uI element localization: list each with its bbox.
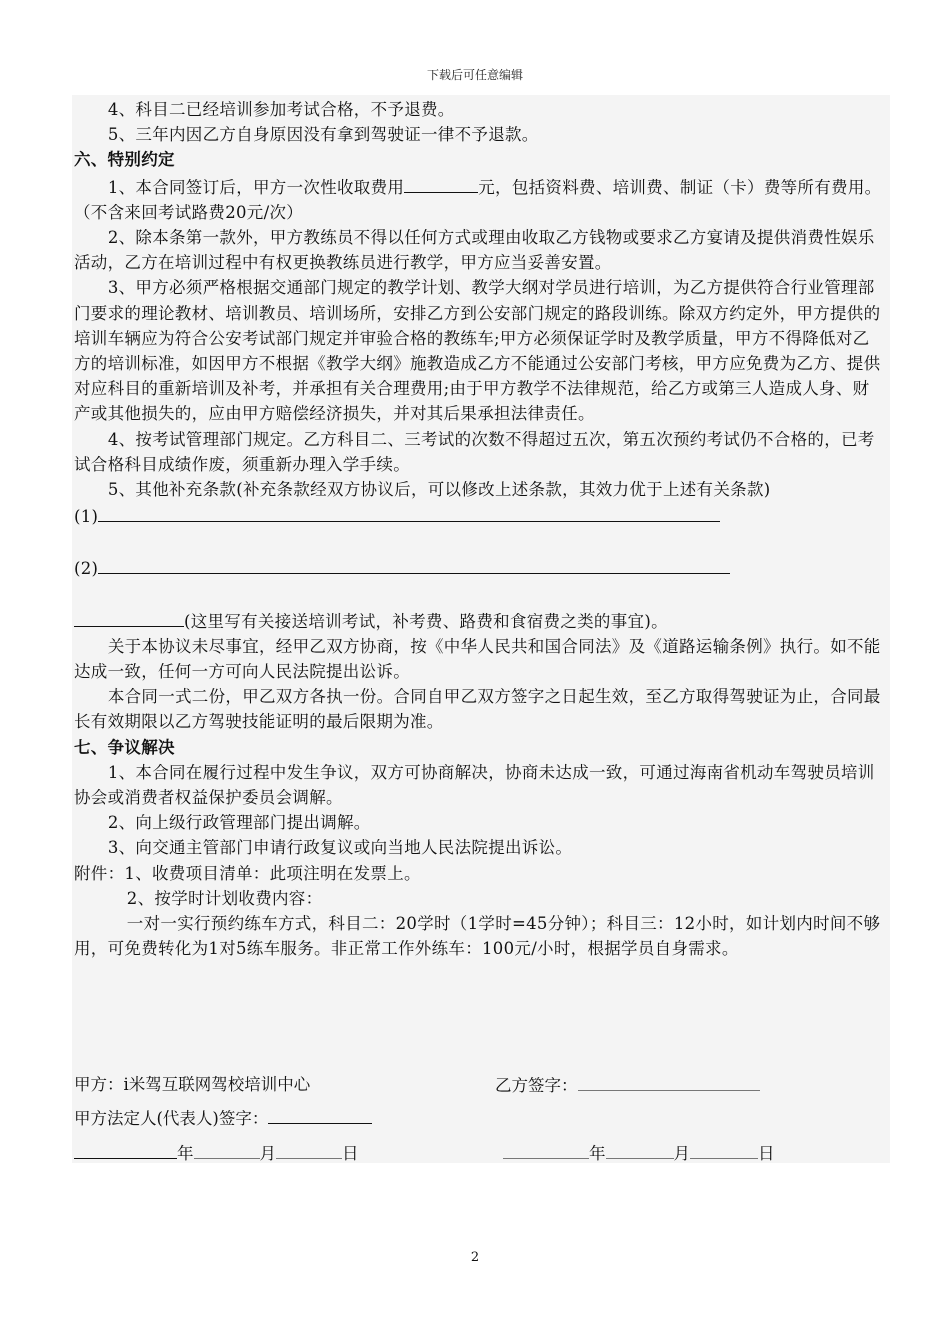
supplement-item-2 xyxy=(74,554,886,581)
party-b-signature xyxy=(495,1071,760,1096)
attachment-item-2: 2、按学时计划收费内容： xyxy=(126,888,323,908)
special-clause-1-end: 元，包括资料费、培训费、制证（卡）费等所有费用。（不含来回考试路费20元/次） xyxy=(74,177,882,222)
party-a-month-blank[interactable] xyxy=(194,1139,260,1159)
party-b-label: 乙方签字： xyxy=(495,1076,578,1095)
attachment-fee-details: 一对一实行预约练车方式，科目二：20学时（1学时=45分钟）；科目三：12小时，如计划内时间不够用，可免费转化为1对5练车服务。非正常工作外练车：100元/小时，根据学员自身需求。 xyxy=(74,914,881,959)
supplement-note-blank[interactable] xyxy=(74,607,184,627)
party-b-month-blank[interactable] xyxy=(606,1139,674,1159)
special-clause-4: 4、按考试管理部门规定。乙方科目二、三考试的次数不得超过五次，第五次预约考试仍不合格的，已考试合格科目成绩作废，须重新办理入学手续。 xyxy=(74,429,875,474)
page-header: 下载后可任意编辑 xyxy=(426,68,523,82)
party-a-year-blank[interactable] xyxy=(74,1139,177,1159)
special-clause-2: 2、除本条第一款外，甲方教练员不得以任何方式或理由收取乙方钱物或要求乙方宴请及提供消费性娱乐活动，乙方在培训过程中有权更换教练员进行教学，甲方应当妥善安置。 xyxy=(74,228,875,273)
legal-rep-signature-blank[interactable] xyxy=(268,1104,372,1124)
party-a-day-label: 日 xyxy=(342,1144,359,1163)
party-b-year-label: 年 xyxy=(589,1144,606,1163)
party-a-name: 甲方：i米驾互联网驾校培训中心 xyxy=(74,1075,311,1094)
contract-copies-clause: 本合同一式二份，甲乙双方各执一份。合同自甲乙双方签字之日起生效，至乙方取得驾驶证为止，合同最长有效期限以乙方驾驶技能证明的最后限期为准。 xyxy=(74,687,881,732)
special-clause-1-start: 1、本合同签订后，甲方一次性收取费用 xyxy=(107,177,405,197)
supplement-item-2-blank[interactable] xyxy=(98,554,730,574)
unresolved-matters-clause: 关于本协议未尽事宜，经甲乙双方协商，按《中华人民共和国合同法》及《道路运输条例》执行。如不能达成一致，任何一方可向人民法院提出讼诉。 xyxy=(74,636,881,682)
attachment-item-1: 附件：1、收费项目清单：此项注明在发票上。 xyxy=(74,863,421,883)
special-clause-1 xyxy=(74,173,886,225)
supplement-item-1-blank[interactable] xyxy=(98,502,720,522)
supplement-note xyxy=(74,607,886,634)
fee-blank[interactable] xyxy=(404,173,478,193)
special-clause-3: 3、甲方必须严格根据交通部门规定的教学计划、教学大纲对学员进行培训，为乙方提供符合行业管理部门要求的理论教材、培训教员、培训场所，安排乙方到公安部门规定的路段训练。除双方约定外，甲方提供的培训车辆应为符合公安考试部门规定并审验合格的教练车;甲方必须保证学时及教学质量，甲方不得降低对乙方的培训标准，如因甲方不根据《教学大纲》施教造成乙方不能通过公安部门考核，甲方应免费为乙方、提供对应科目的重新培训及补考，并承担有关合理费用;由于甲方教学不法律规范，给乙方或第三人造成人身、财产或其他损失的，应由甲方赔偿经济损失，并对其后果承担法律责任。 xyxy=(74,278,881,424)
dispute-item-1: 1、本合同在履行过程中发生争议，双方可协商解决，协商未达成一致，可通过海南省机动车驾驶员培训协会或消费者权益保护委员会调解。 xyxy=(74,762,875,808)
section-7-heading: 七、争议解决 xyxy=(74,737,175,757)
supplement-item-2-label: (2) xyxy=(74,559,99,579)
party-b-month-label: 月 xyxy=(673,1144,690,1163)
legal-rep-label: 甲方法定人(代表人)签字： xyxy=(74,1109,269,1128)
legal-rep-signature xyxy=(74,1104,372,1129)
party-a-month-label: 月 xyxy=(259,1144,276,1163)
supplement-note-text: (这里写有关接送培训考试，补考费、路费和食宿费之类的事宜)。 xyxy=(184,611,668,631)
party-b-year-blank[interactable] xyxy=(503,1139,589,1159)
party-a-date xyxy=(74,1139,359,1164)
page-number: 2 xyxy=(470,1250,480,1265)
refund-item-4: 4、科目二已经培训参加考试合格，不予退费。 xyxy=(107,100,455,119)
party-a-day-blank[interactable] xyxy=(276,1139,342,1159)
supplement-item-1-label: (1) xyxy=(74,507,99,527)
contract-body xyxy=(74,97,886,962)
party-b-date xyxy=(503,1139,775,1164)
supplement-item-1 xyxy=(74,502,886,529)
special-clause-5: 5、其他补充条款(补充条款经双方协议后，可以修改上述条款，其效力优于上述有关条款) xyxy=(107,480,771,500)
refund-item-5: 5、三年内因乙方自身原因没有拿到驾驶证一律不予退款。 xyxy=(107,125,539,145)
section-6-heading: 六、特别约定 xyxy=(74,150,175,170)
party-b-signature-blank[interactable] xyxy=(578,1071,760,1091)
party-b-day-label: 日 xyxy=(758,1144,775,1163)
party-b-day-blank[interactable] xyxy=(690,1139,758,1159)
dispute-item-3: 3、向交通主管部门申请行政复议或向当地人民法院提出诉讼。 xyxy=(107,838,573,858)
party-a-year-label: 年 xyxy=(177,1144,194,1163)
dispute-item-2: 2、向上级行政管理部门提出调解。 xyxy=(107,813,371,833)
